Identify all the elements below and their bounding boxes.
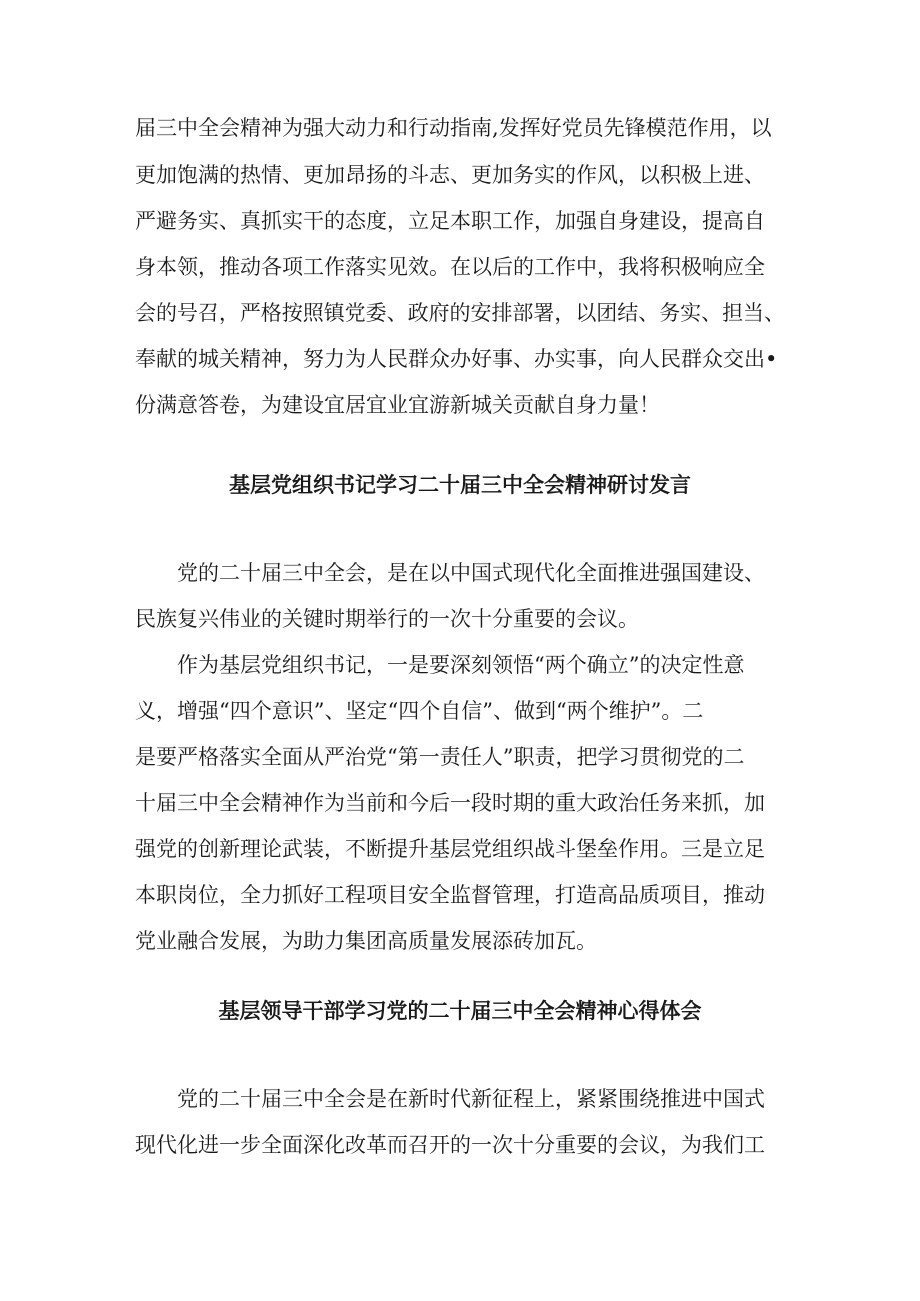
paragraph-line: 党的二十届三中全会，是在以中国式现代化全面推进强国建设、 bbox=[177, 561, 765, 585]
section-heading: 基层党组织书记学习二十届三中全会精神研讨发言 bbox=[229, 473, 691, 497]
paragraph-line: 十届三中全会精神作为当前和今后一段时期的重大政治任务来抓，加 bbox=[135, 791, 765, 815]
paragraph-line: 本职岗位，全力抓好工程项目安全监督管理，打造高品质项目，推动 bbox=[135, 883, 765, 907]
paragraph-line: 更加饱满的热情、更加昂扬的斗志、更加务实的作风，以积极上进、 bbox=[135, 163, 765, 187]
paragraph-line: 强党的创新理论武装，不断提升基层党组织战斗堡垒作用。三是立足 bbox=[135, 837, 765, 861]
section-heading: 基层领导干部学习党的二十届三中全会精神心得体会 bbox=[218, 999, 702, 1023]
paragraph-line: 党的二十届三中全会是在新时代新征程上，紧紧围绕推进中国式 bbox=[177, 1087, 765, 1111]
paragraph-line: 民族复兴伟业的关键时期举行的一次十分重要的会议。 bbox=[135, 607, 639, 631]
paragraph-line: 党业融合发展，为助力集团高质量发展添砖加瓦。 bbox=[135, 929, 597, 953]
paragraph-line: 会的号召，严格按照镇党委、政府的安排部署，以团结、务实、担当、 bbox=[135, 301, 785, 325]
paragraph-line: 份满意答卷，为建设宜居宜业宜游新城关贡献自身力量！ bbox=[135, 393, 660, 417]
paragraph-line: 现代化进一步全面深化改革而召开的一次十分重要的会议，为我们工 bbox=[135, 1133, 765, 1157]
paragraph-line: 义，增强“四个意识”、坚定“四个自信”、做到“两个维护”。二 bbox=[135, 699, 704, 723]
paragraph-line: 作为基层党组织书记，一是要深刻领悟“两个确立”的决定性意 bbox=[177, 653, 745, 677]
paragraph-line: 届三中全会精神为强大动力和行动指南,发挥好党员先锋模范作用，以 bbox=[135, 116, 772, 140]
paragraph-line: 严避务实、真抓实干的态度，立足本职工作，加强自身建设，提高自 bbox=[135, 209, 765, 233]
paragraph-line: 身本领，推动各项工作落实见效。在以后的工作中，我将积极响应全 bbox=[135, 255, 765, 279]
paragraph-line: 是要严格落实全面从严治党“第一责任人”职责，把学习贯彻党的二 bbox=[135, 745, 745, 769]
paragraph-line: 奉献的城关精神，努力为人民群众办好事、办实事，向人民群众交出• bbox=[135, 347, 778, 371]
